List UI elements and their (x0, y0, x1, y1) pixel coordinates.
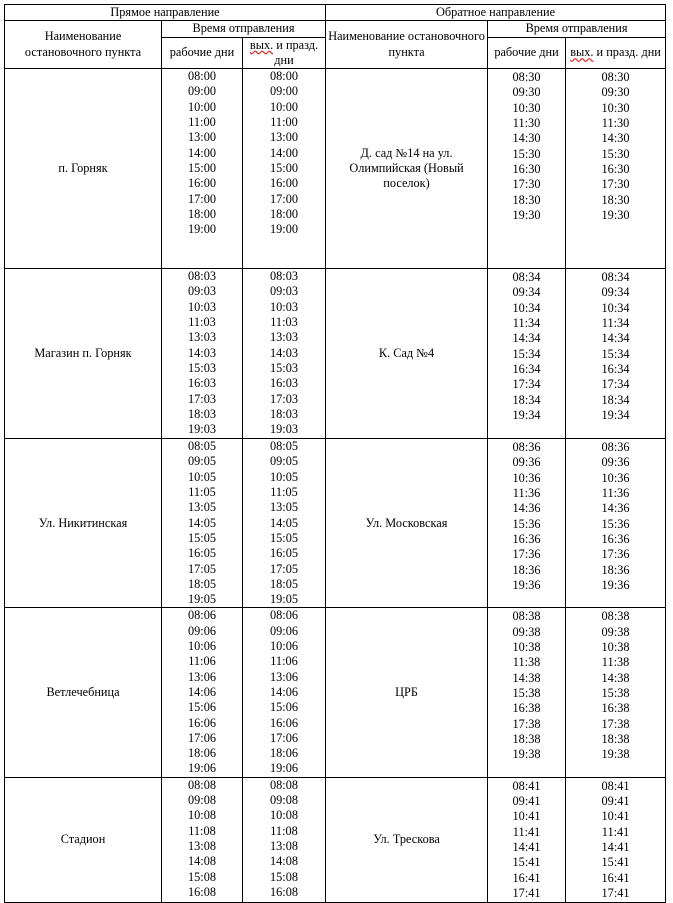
departure-time: 16:30 (601, 161, 630, 176)
departure-time: 16:38 (512, 701, 541, 716)
departure-time: 15:36 (512, 516, 541, 531)
departure-time: 18:05 (270, 576, 299, 591)
departure-time: 18:36 (512, 562, 541, 577)
departure-time: 17:30 (601, 177, 630, 192)
departure-time: 13:08 (270, 838, 299, 853)
reverse-departure-time-header: Время отправления (488, 21, 666, 37)
reverse-weekend-times (566, 269, 666, 439)
forward-weekend-times (243, 608, 326, 777)
stop-name: Ул. Трескова (373, 832, 440, 847)
departure-time: 19:30 (601, 207, 630, 222)
departure-time: 18:34 (512, 392, 541, 407)
stop-name: Ветлечебница (46, 684, 120, 699)
departure-time: 13:03 (270, 330, 299, 345)
departure-time: 16:34 (512, 361, 541, 376)
departure-time: 09:30 (512, 85, 541, 100)
departure-time: 11:03 (188, 315, 216, 330)
departure-time: 13:05 (187, 500, 216, 515)
forward-workdays-times (162, 608, 243, 777)
departure-time: 10:34 (512, 300, 541, 315)
stop-name: К. Сад №4 (378, 346, 435, 361)
departure-time: 08:41 (512, 778, 541, 793)
departure-time: 14:41 (512, 839, 541, 854)
departure-time: 18:03 (187, 406, 216, 421)
stop-name: Ул. Никитинская (38, 515, 128, 530)
reverse-stop-name (326, 69, 488, 269)
departure-time: 19:05 (270, 592, 299, 607)
departure-time: 10:05 (270, 469, 299, 484)
departure-time: 14:38 (512, 670, 541, 685)
departure-time: 15:30 (512, 146, 541, 161)
departure-time: 10:41 (601, 809, 630, 824)
departure-time: 08:05 (270, 439, 299, 454)
departure-time: 08:03 (187, 269, 216, 284)
departure-time: 15:36 (601, 516, 630, 531)
forward-stop-name (5, 269, 162, 439)
departure-time: 11:08 (270, 823, 298, 838)
departure-time: 17:41 (512, 885, 541, 900)
reverse-weekend-rest: и празд. дни (593, 45, 661, 60)
departure-time: 18:00 (270, 206, 299, 221)
departure-time: 15:00 (187, 160, 216, 175)
departure-time: 16:41 (601, 870, 630, 885)
departure-time: 18:34 (601, 392, 630, 407)
departure-time: 18:06 (187, 746, 216, 761)
schedule-table (4, 4, 666, 903)
departure-time: 14:05 (187, 515, 216, 530)
stop-name: Магазин п. Горняк (34, 346, 132, 361)
departure-time: 10:38 (512, 640, 541, 655)
forward-weekend-times (243, 269, 326, 439)
departure-time: 11:36 (512, 486, 541, 501)
departure-time: 09:41 (601, 794, 630, 809)
departure-time: 17:00 (187, 191, 216, 206)
departure-time: 16:03 (187, 376, 216, 391)
forward-stop-name (5, 777, 162, 902)
departure-time: 16:06 (187, 715, 216, 730)
departure-time: 14:06 (187, 684, 216, 699)
departure-time: 14:03 (187, 345, 216, 360)
departure-time: 19:05 (187, 592, 216, 607)
departure-time: 10:00 (270, 99, 299, 114)
forward-weekend-rest: и празд. дни (273, 37, 319, 67)
reverse-weekend-header (566, 37, 666, 69)
forward-weekend-times (243, 777, 326, 902)
departure-time: 10:03 (187, 299, 216, 314)
stop-name: Стадион (60, 832, 106, 847)
forward-stop-name (5, 439, 162, 608)
forward-workdays-times (162, 439, 243, 608)
departure-time: 11:00 (270, 115, 298, 130)
departure-time: 15:05 (187, 530, 216, 545)
departure-time: 16:36 (512, 531, 541, 546)
departure-time: 08:00 (270, 69, 299, 84)
departure-time: 15:05 (270, 530, 299, 545)
departure-time: 08:08 (270, 777, 299, 792)
reverse-workdays-times (488, 269, 566, 439)
departure-time: 09:00 (187, 84, 216, 99)
departure-time: 13:03 (187, 330, 216, 345)
forward-weekend-prefix: вых. (249, 37, 274, 52)
departure-time: 18:05 (187, 576, 216, 591)
departure-time: 11:05 (270, 485, 298, 500)
departure-time: 16:30 (512, 161, 541, 176)
departure-time: 17:36 (601, 547, 630, 562)
departure-time: 18:00 (187, 206, 216, 221)
departure-time: 18:06 (270, 746, 299, 761)
departure-time: 10:36 (601, 470, 630, 485)
departure-time: 08:38 (601, 609, 630, 624)
departure-time: 10:00 (187, 99, 216, 114)
departure-time: 19:34 (601, 407, 630, 422)
departure-time: 16:08 (187, 884, 216, 899)
departure-time: 08:30 (512, 70, 541, 85)
departure-time: 13:05 (270, 500, 299, 515)
departure-time: 10:41 (512, 809, 541, 824)
departure-time: 09:08 (187, 793, 216, 808)
departure-time: 10:38 (601, 640, 630, 655)
forward-direction-header: Прямое направление (5, 5, 326, 21)
departure-time: 09:05 (187, 454, 216, 469)
departure-time: 10:36 (512, 470, 541, 485)
departure-time: 16:08 (270, 884, 299, 899)
departure-time: 10:08 (270, 808, 299, 823)
departure-time: 17:06 (187, 730, 216, 745)
forward-workdays-times (162, 69, 243, 269)
forward-weekend-times (243, 439, 326, 608)
departure-time: 10:05 (187, 469, 216, 484)
departure-time: 17:05 (270, 561, 299, 576)
departure-time: 11:06 (270, 654, 298, 669)
departure-time: 14:38 (601, 670, 630, 685)
departure-time: 08:41 (601, 778, 630, 793)
departure-time: 16:05 (187, 546, 216, 561)
departure-time: 14:34 (512, 331, 541, 346)
departure-time: 11:34 (601, 316, 630, 331)
reverse-direction-header: Обратное направление (326, 5, 666, 21)
departure-time: 09:00 (270, 84, 299, 99)
departure-time: 14:30 (601, 131, 630, 146)
reverse-weekend-times (566, 439, 666, 608)
reverse-weekend-times (566, 777, 666, 902)
departure-time: 16:00 (187, 176, 216, 191)
departure-time: 17:05 (187, 561, 216, 576)
departure-time: 08:00 (187, 69, 216, 84)
departure-time: 17:38 (601, 716, 630, 731)
departure-time: 14:36 (601, 501, 630, 516)
departure-time: 15:06 (187, 700, 216, 715)
departure-time: 13:00 (270, 130, 299, 145)
table-row (5, 777, 666, 902)
departure-time: 18:38 (512, 731, 541, 746)
departure-time: 09:06 (187, 623, 216, 638)
departure-time: 13:06 (270, 669, 299, 684)
stop-name: п. Горняк (58, 161, 108, 176)
departure-time: 17:06 (270, 730, 299, 745)
departure-time: 10:30 (512, 100, 541, 115)
departure-time: 11:00 (188, 115, 216, 130)
departure-time: 16:03 (270, 376, 299, 391)
departure-time: 18:36 (601, 562, 630, 577)
departure-time: 08:06 (187, 608, 216, 623)
departure-time: 19:38 (512, 747, 541, 762)
departure-time: 19:34 (512, 407, 541, 422)
departure-time: 16:05 (270, 546, 299, 561)
forward-workdays-header: рабочие дни (162, 37, 243, 69)
departure-time: 17:41 (601, 885, 630, 900)
departure-time: 14:36 (512, 501, 541, 516)
departure-time: 10:08 (187, 808, 216, 823)
departure-time: 19:30 (512, 207, 541, 222)
departure-time: 15:08 (187, 869, 216, 884)
forward-departure-time-header: Время отправления (162, 21, 326, 37)
departure-time: 09:05 (270, 454, 299, 469)
departure-time: 11:34 (512, 316, 541, 331)
departure-time: 11:06 (188, 654, 216, 669)
departure-time: 16:00 (270, 176, 299, 191)
table-row (5, 439, 666, 608)
departure-time: 09:30 (601, 85, 630, 100)
departure-time: 15:00 (270, 160, 299, 175)
departure-time: 08:05 (187, 439, 216, 454)
departure-time: 14:06 (270, 684, 299, 699)
reverse-workdays-header: рабочие дни (488, 37, 566, 69)
departure-time: 15:06 (270, 700, 299, 715)
departure-time: 15:03 (270, 360, 299, 375)
departure-time: 11:38 (512, 655, 541, 670)
departure-time: 08:08 (187, 777, 216, 792)
stop-name: ЦРБ (395, 684, 418, 699)
departure-time: 09:03 (270, 284, 299, 299)
departure-time: 19:03 (270, 422, 299, 437)
departure-time: 11:05 (188, 485, 216, 500)
departure-time: 09:38 (512, 624, 541, 639)
departure-time: 11:36 (601, 486, 630, 501)
departure-time: 14:00 (187, 145, 216, 160)
stop-name: Ул. Московская (365, 515, 448, 530)
forward-weekend-header (243, 37, 326, 69)
departure-time: 14:08 (187, 854, 216, 869)
reverse-stop-name (326, 608, 488, 777)
departure-time: 08:30 (601, 70, 630, 85)
departure-time: 08:34 (512, 270, 541, 285)
departure-time: 13:08 (187, 838, 216, 853)
departure-time: 09:06 (270, 623, 299, 638)
departure-time: 08:03 (270, 269, 299, 284)
departure-time: 19:36 (512, 577, 541, 592)
departure-time: 11:41 (512, 824, 541, 839)
departure-time: 10:34 (601, 300, 630, 315)
departure-time: 16:41 (512, 870, 541, 885)
departure-time: 14:08 (270, 854, 299, 869)
departure-time: 18:30 (601, 192, 630, 207)
departure-time: 15:03 (187, 360, 216, 375)
departure-time: 19:38 (601, 747, 630, 762)
reverse-stop-name-header: Наименование остановочного пункта (326, 21, 488, 69)
departure-time: 11:38 (601, 655, 630, 670)
forward-stop-name (5, 608, 162, 777)
departure-time: 15:38 (512, 685, 541, 700)
departure-time: 17:00 (270, 191, 299, 206)
reverse-workdays-times (488, 608, 566, 777)
departure-time: 11:41 (601, 824, 630, 839)
departure-time: 09:36 (601, 455, 630, 470)
reverse-workdays-times (488, 69, 566, 269)
departure-time: 09:34 (601, 285, 630, 300)
departure-time: 19:00 (187, 222, 216, 237)
stop-name: Д. сад №14 на ул. Олимпийская (Новый поселок) (349, 145, 464, 191)
departure-time: 16:34 (601, 361, 630, 376)
departure-time: 10:06 (270, 639, 299, 654)
departure-time: 17:34 (512, 377, 541, 392)
departure-time: 15:34 (601, 346, 630, 361)
departure-time: 10:30 (601, 100, 630, 115)
departure-time: 14:00 (270, 145, 299, 160)
departure-time: 19:06 (270, 761, 299, 776)
reverse-weekend-times (566, 608, 666, 777)
departure-time: 10:03 (270, 299, 299, 314)
forward-stop-name (5, 69, 162, 269)
departure-time: 08:34 (601, 270, 630, 285)
forward-stop-name-header: Наименование остановочного пункта (5, 21, 162, 69)
departure-time: 09:38 (601, 624, 630, 639)
forward-workdays-times (162, 269, 243, 439)
reverse-stop-name (326, 777, 488, 902)
departure-time: 15:41 (601, 855, 630, 870)
departure-time: 17:34 (601, 377, 630, 392)
reverse-weekend-times (566, 69, 666, 269)
departure-time: 11:08 (188, 823, 216, 838)
departure-time: 15:34 (512, 346, 541, 361)
departure-time: 09:36 (512, 455, 541, 470)
departure-time: 19:36 (601, 577, 630, 592)
departure-time: 15:41 (512, 855, 541, 870)
departure-time: 16:06 (270, 715, 299, 730)
departure-time: 19:00 (270, 222, 299, 237)
reverse-stop-name (326, 269, 488, 439)
departure-time: 11:03 (270, 315, 298, 330)
departure-time: 18:03 (270, 406, 299, 421)
departure-time: 19:06 (187, 761, 216, 776)
departure-time: 09:03 (187, 284, 216, 299)
departure-time: 09:34 (512, 285, 541, 300)
departure-time: 14:03 (270, 345, 299, 360)
departure-time: 14:34 (601, 331, 630, 346)
departure-time: 10:06 (187, 639, 216, 654)
departure-time: 13:06 (187, 669, 216, 684)
departure-time: 15:30 (601, 146, 630, 161)
forward-weekend-times (243, 69, 326, 269)
departure-time: 17:38 (512, 716, 541, 731)
departure-time: 11:30 (601, 116, 630, 131)
departure-time: 17:03 (187, 391, 216, 406)
departure-time: 08:36 (512, 440, 541, 455)
departure-time: 14:30 (512, 131, 541, 146)
table-row (5, 269, 666, 439)
reverse-weekend-prefix: вых. (570, 45, 594, 60)
departure-time: 08:38 (512, 609, 541, 624)
reverse-workdays-times (488, 439, 566, 608)
departure-time: 08:06 (270, 608, 299, 623)
reverse-stop-name (326, 439, 488, 608)
departure-time: 17:03 (270, 391, 299, 406)
forward-workdays-times (162, 777, 243, 902)
departure-time: 16:38 (601, 701, 630, 716)
table-row (5, 608, 666, 777)
departure-time: 11:30 (512, 116, 541, 131)
departure-time: 08:36 (601, 440, 630, 455)
departure-time: 14:41 (601, 839, 630, 854)
departure-time: 19:03 (187, 422, 216, 437)
departure-time: 14:05 (270, 515, 299, 530)
departure-time: 15:38 (601, 685, 630, 700)
departure-time: 17:36 (512, 547, 541, 562)
departure-time: 09:08 (270, 793, 299, 808)
departure-time: 18:30 (512, 192, 541, 207)
departure-time: 15:08 (270, 869, 299, 884)
table-row (5, 69, 666, 269)
departure-time: 17:30 (512, 177, 541, 192)
departure-time: 13:00 (187, 130, 216, 145)
reverse-workdays-times (488, 777, 566, 902)
departure-time: 16:36 (601, 531, 630, 546)
departure-time: 09:41 (512, 794, 541, 809)
departure-time: 18:38 (601, 731, 630, 746)
